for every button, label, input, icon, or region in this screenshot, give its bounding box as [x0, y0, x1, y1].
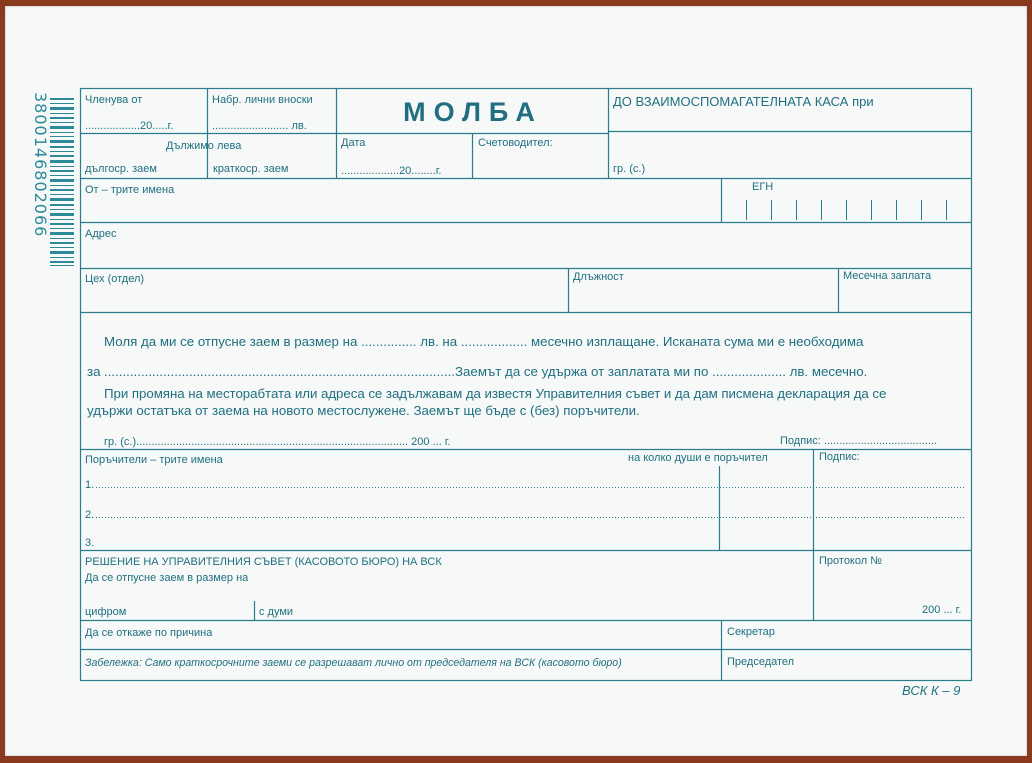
fund-label: ДО ВЗАИМОСПОМАГАТЕЛНАТА КАСА при	[613, 94, 874, 109]
request-city-date[interactable]: гр. (с.)......................................................................................... 200 ... г.	[104, 436, 451, 448]
savings-label: Набр. лични вноски	[212, 94, 313, 106]
guarantor-signature-label: Подпис:	[819, 451, 860, 463]
request-line-2-prefix: за	[87, 364, 101, 379]
guarantor-count-label: на колко души е поръчител	[628, 452, 768, 464]
request-line-4: удържи остатъка от заема на новото местослужене. Заемът ще бъде с (без) поръчители.	[87, 403, 640, 418]
grant-amount-label: Да се отпусне заем в размер на	[85, 572, 249, 584]
date-value[interactable]: ...................20........г.	[341, 165, 442, 177]
form-code: ВСК К – 9	[902, 683, 961, 698]
request-signature[interactable]: Подпис: .....................................	[780, 435, 937, 447]
long-term-loan-label: дългоср. заем	[85, 163, 157, 175]
barcode-number: 3800146802066	[31, 92, 50, 238]
amount-in-words-label: с думи	[259, 606, 294, 618]
refusal-reason-label: Да се откаже по причина	[85, 627, 213, 639]
department-label: Цех (отдел)	[85, 273, 145, 285]
member-since-date[interactable]: ..................20.....г.	[85, 120, 174, 132]
full-name-label: От – трите имена	[85, 184, 175, 196]
amount-in-digits-label: цифром	[85, 606, 127, 618]
guarantors-names-label: Поръчители – трите имена	[85, 454, 223, 466]
egn-label: ЕГН	[752, 181, 774, 193]
address-label: Адрес	[85, 228, 117, 240]
request-line-3: При промяна на месторабтата или адреса се задължавам да известя Управителния съвет и да дам писмена декларация да се	[104, 386, 887, 401]
accountant-label: Счетоводител:	[478, 137, 553, 149]
savings-value[interactable]: ......................... лв.	[212, 120, 307, 132]
position-label: Длъжност	[573, 271, 624, 283]
short-term-loan-label: краткоср. заем	[213, 163, 289, 175]
egn-digit-boxes	[747, 200, 947, 220]
protocol-label: Протокол №	[819, 555, 883, 567]
owed-label: Дължимо лева	[166, 140, 242, 152]
request-purpose-dots[interactable]: ...............................................................................................	[104, 364, 455, 379]
request-line-1: Моля да ми се отпусне заем в размер на ............... лв. на .................. месечно изплащане. Исканата сума ми е необходима	[104, 334, 864, 349]
salary-label: Месечна заплата	[843, 270, 932, 282]
city-label: гр. (с.)	[613, 163, 646, 175]
decision-title: РЕШЕНИЕ НА УПРАВИТЕЛНИЯ СЪВЕТ (КАСОВОТО БЮРО) НА ВСК	[85, 556, 442, 568]
chairman-label: Председател	[727, 656, 795, 668]
guarantor-row-1[interactable]: 1.	[85, 479, 95, 491]
request-line-2: Заемът да се удържа от заплатата ми по .................... лв. месечно.	[455, 364, 868, 379]
guarantor-row-2[interactable]: 2.	[85, 509, 95, 521]
barcode-icon	[50, 98, 74, 266]
page-title: МОЛБА	[403, 97, 543, 127]
decision-year: 200 ... г.	[922, 604, 962, 616]
date-label: Дата	[341, 137, 366, 149]
note-text: Забележка: Само краткосрочните заеми се разрешават лично от председателя на ВСК (касовото бюро)	[85, 657, 622, 669]
secretary-label: Секретар	[727, 626, 775, 638]
guarantor-row-3[interactable]: 3.	[85, 537, 95, 549]
member-since-label: Членува от	[85, 94, 143, 106]
